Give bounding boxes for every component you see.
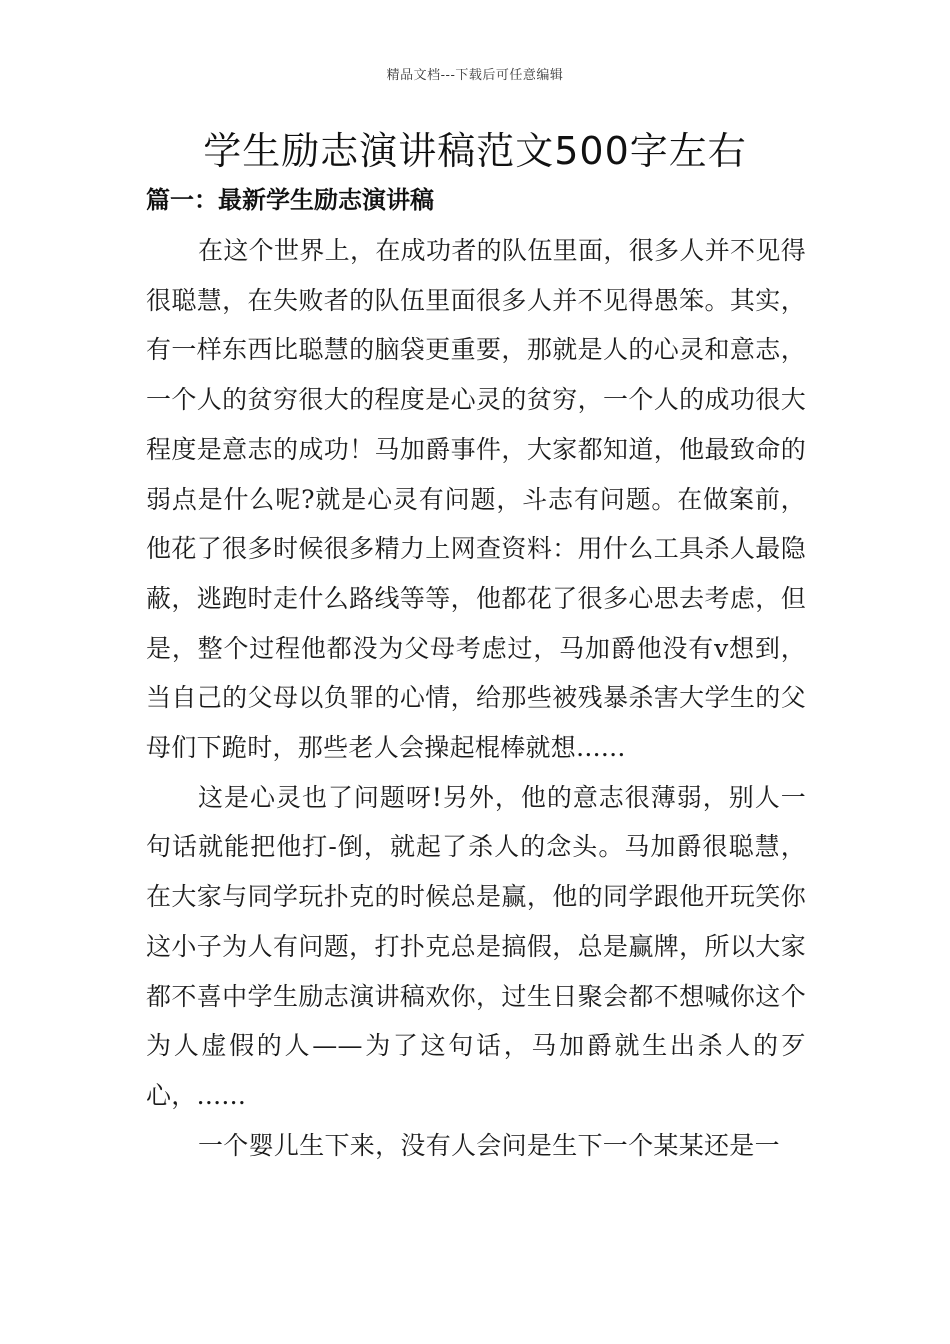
paragraph: 在这个世界上，在成功者的队伍里面，很多人并不见得很聪慧，在失败者的队伍里面很多人并不见得愚笨。其实，有一样东西比聪慧的脑袋更重要，那就是人的心灵和意志，一个人的贫穷很大的程度是心灵的贫穷，一个人的成功很大程度是意志的成功！马加爵事件，大家都知道，他最致命的弱点是什么呢?就是心灵有问题，斗志有问题。在做案前，他花了很多时候很多精力上网查资料：用什么工具杀人最隐蔽，逃跑时走什么路线等等，他都花了很多心思去考虑，但是，整个过程他都没为父母考虑过，马加爵他没有v想到，当自己的父母以负罪的心情，给那些被残暴杀害大学生的父母们下跪时，那些老人会操起棍棒就想...... [146, 236, 806, 763]
section-heading: 篇一：最新学生励志演讲稿 [146, 185, 434, 214]
header-note: 精品文档---下载后可任意编辑 [386, 68, 564, 83]
body-text [146, 226, 806, 1170]
paragraph: 一个婴儿生下来，没有人会问是生下一个某某还是一 [198, 1130, 780, 1160]
paragraph: 这是心灵也了问题呀!另外，他的意志很薄弱，别人一句话就能把他打-倒，就起了杀人的念头。马加爵很聪慧，在大家与同学玩扑克的时候总是赢，他的同学跟他开玩笑你这小子为人有问题，打扑克总是搞假，总是赢牌，所以大家都不喜中学生励志演讲稿欢你，过生日聚会都不想喊你这个为人虚假的人——为了这句话，马加爵就生出杀人的歹心，...... [146, 782, 806, 1110]
document-title: 学生励志演讲稿范文500字左右 [203, 129, 747, 173]
